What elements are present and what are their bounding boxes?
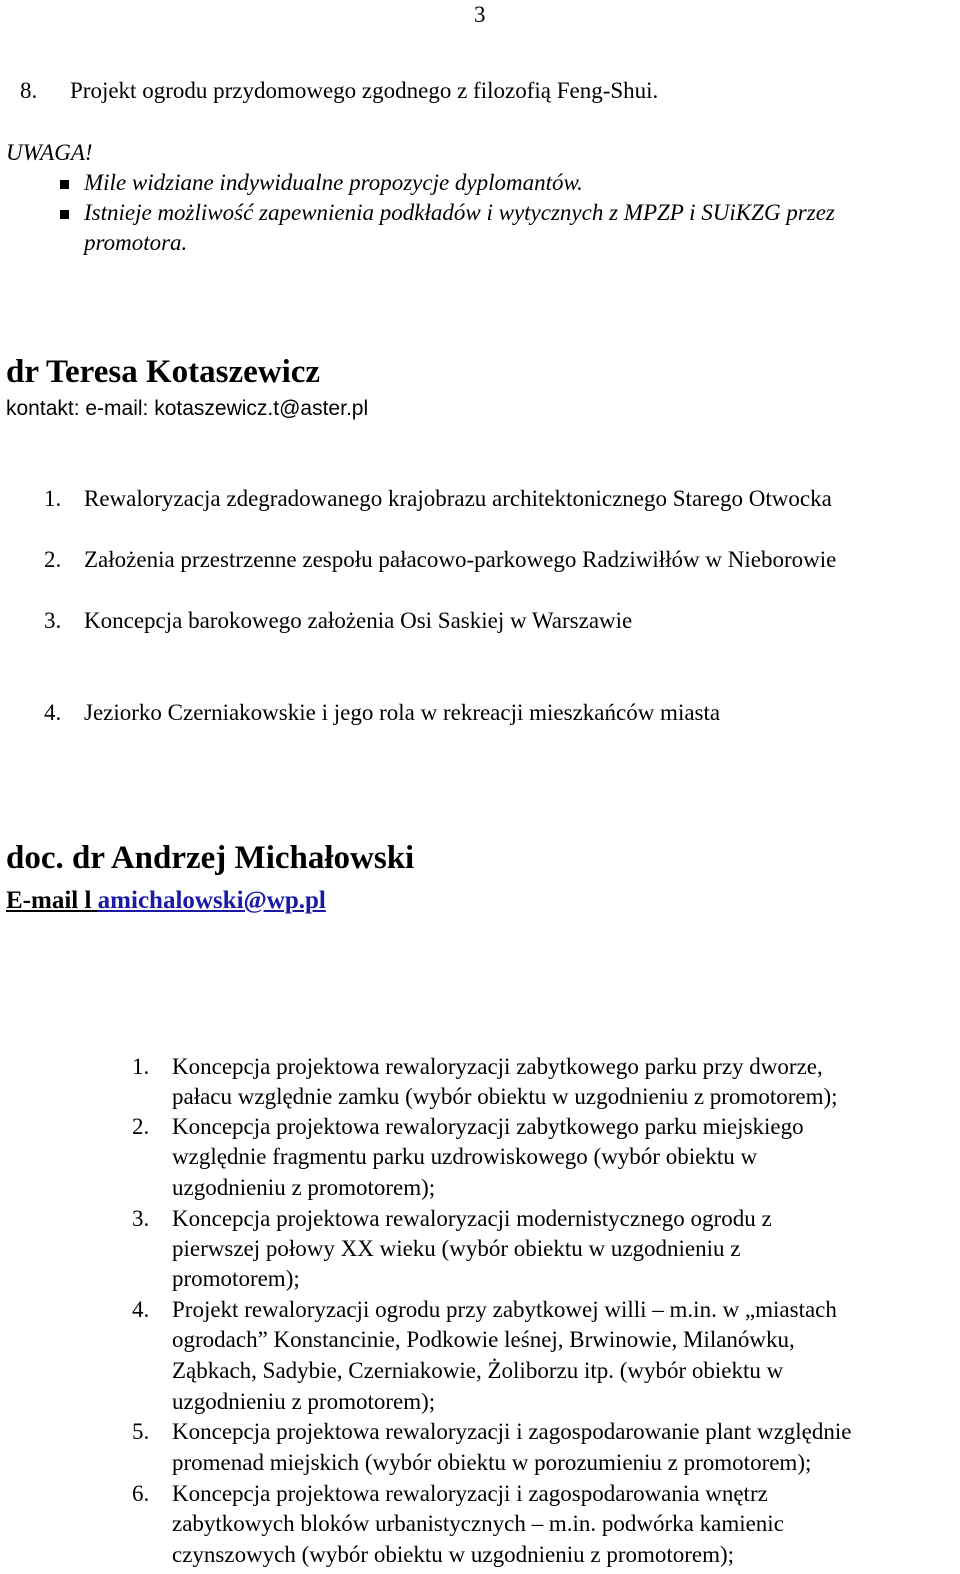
note-bullet-1: Mile widziane indywidualne propozycje dyplomantów. [84, 170, 583, 195]
list-number: 8. [20, 78, 38, 103]
supervisor-contact: kontakt: e-mail: kotaszewicz.t@aster.pl [6, 397, 369, 420]
bullet-square-icon [60, 210, 69, 219]
topic-line: względnie fragmentu parku uzdrowiskowego (wybór obiektu w [172, 1144, 758, 1169]
topic-line: promenad miejskich (wybór obiektu w porozumieniu z promotorem); [172, 1450, 812, 1475]
supervisor-email-row [6, 886, 326, 916]
note-bullet-2-line-1: Istnieje możliwość zapewnienia podkładów i wytycznych z MPZP i SUiKZG przez [84, 200, 835, 225]
topic-number: 6. [132, 1481, 150, 1506]
topic-line: Koncepcja projektowa rewaloryzacji zabytkowego parku przy dworze, [172, 1054, 823, 1079]
topic-line: uzgodnieniu z promotorem); [172, 1389, 436, 1414]
topic-line: Koncepcja projektowa rewaloryzacji zabytkowego parku miejskiego [172, 1114, 804, 1139]
topic-line: Koncepcja projektowa rewaloryzacji i zagospodarowanie plant względnie [172, 1419, 852, 1444]
topic-number: 4. [44, 700, 62, 725]
topic-line: pierwszej połowy XX wieku (wybór obiektu w uzgodnieniu z [172, 1236, 741, 1261]
topic-line: promotorem); [172, 1266, 300, 1291]
topic-number: 1. [44, 486, 62, 511]
topic-number: 2. [44, 547, 62, 572]
supervisor-name: doc. dr Andrzej Michałowski [6, 840, 415, 876]
note-bullet-2-line-2: promotora. [84, 230, 188, 255]
supervisor-name: dr Teresa Kotaszewicz [6, 354, 321, 390]
email-link[interactable]: amichalowski@wp.pl [97, 887, 326, 914]
topic-line: pałacu względnie zamku (wybór obiektu w uzgodnieniu z promotorem); [172, 1084, 838, 1109]
topic-number: 3. [132, 1206, 150, 1231]
topic-line: ogrodach” Konstancinie, Podkowie leśnej, Brwinowie, Milanówku, [172, 1327, 795, 1352]
email-label: E-mail l [6, 887, 92, 914]
topic-number: 2. [132, 1114, 150, 1139]
topic-number: 5. [132, 1419, 150, 1444]
bullet-square-icon [60, 180, 69, 189]
topic-text: Założenia przestrzenne zespołu pałacowo-parkowego Radziwiłłów w Nieborowie [84, 547, 837, 572]
topic-line: uzgodnieniu z promotorem); [172, 1175, 436, 1200]
topic-number: 3. [44, 608, 62, 633]
topic-line: Ząbkach, Sadybie, Czerniakowie, Żoliborzu itp. (wybór obiektu w [172, 1358, 784, 1383]
topic-line: Projekt rewaloryzacji ogrodu przy zabytkowej willi – m.in. w „miastach [172, 1297, 837, 1322]
note-title: UWAGA! [6, 140, 93, 165]
topic-text: Jeziorko Czerniakowskie i jego rola w rekreacji mieszkańców miasta [84, 700, 721, 725]
topic-line: Koncepcja projektowa rewaloryzacji modernistycznego ogrodu z [172, 1206, 772, 1231]
topic-line: zabytkowych bloków urbanistycznych – m.in. podwórka kamienic [172, 1511, 784, 1536]
topic-line: czynszowych (wybór obiektu w uzgodnieniu z promotorem); [172, 1542, 735, 1567]
topic-line: Koncepcja projektowa rewaloryzacji i zagospodarowania wnętrz [172, 1481, 768, 1506]
list-item-8-text: Projekt ogrodu przydomowego zgodnego z filozofią Feng-Shui. [70, 78, 659, 103]
page-number: 3 [474, 2, 486, 27]
list-item-8 [20, 76, 37, 106]
topic-text: Koncepcja barokowego założenia Osi Saskiej w Warszawie [84, 608, 633, 633]
topic-number: 1. [132, 1054, 150, 1079]
topic-number: 4. [132, 1297, 150, 1322]
topic-text: Rewaloryzacja zdegradowanego krajobrazu architektonicznego Starego Otwocka [84, 486, 832, 511]
